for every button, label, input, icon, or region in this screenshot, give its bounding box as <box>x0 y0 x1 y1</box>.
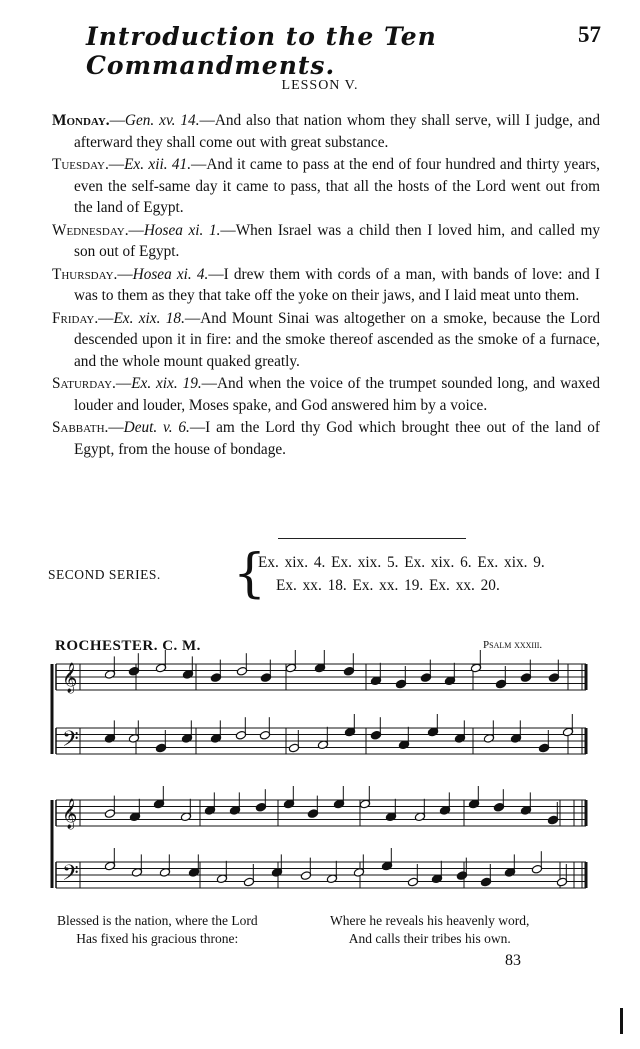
scripture-reference: Ex. xii. 41. <box>124 156 192 173</box>
reading-text: —I drew them with cords of a man, with bands of love: and I was to them as they that take off the yoke on their jaws, and I laid meat unto them. <box>74 265 600 304</box>
scripture-reference: Hosea xi. 1. <box>143 221 221 239</box>
separator: — <box>115 375 132 392</box>
section-divider <box>278 538 466 539</box>
hymn-text <box>0 912 640 956</box>
reading-text: —And it came to pass at the end of four hundred and thirty years, even the self-same day it came to pass, that all the hosts of the Lord went out from the land of Egypt. <box>74 156 600 216</box>
day-label: Saturday. <box>52 375 116 392</box>
daily-readings <box>52 110 600 461</box>
day-label: Tuesday. <box>52 156 109 173</box>
separator: — <box>98 309 114 327</box>
music-score <box>0 650 640 912</box>
lesson-title: LESSON V. <box>281 78 359 93</box>
reading-wednesday <box>52 220 600 263</box>
scripture-reference: Gen. xv. 14. <box>124 112 200 129</box>
day-label: Sabbath. <box>52 419 109 436</box>
tune-title: ROCHESTER. C. M. <box>55 638 201 654</box>
day-label: Friday. <box>52 309 99 327</box>
hymn-line: Has fixed his gracious throne: <box>76 931 239 946</box>
separator: — <box>117 265 133 283</box>
second-series-label: SECOND SERIES. <box>48 567 161 582</box>
treble-clef-icon: 𝄞 <box>62 663 78 693</box>
second-series-references-row1: Ex. xix. 4. Ex. xix. 5. Ex. xix. 6. Ex. xix. 9. <box>258 554 545 571</box>
separator: — <box>108 419 124 436</box>
staff-systems <box>52 664 586 888</box>
treble-clef-icon: 𝄞 <box>62 799 78 829</box>
hymn-verse-right <box>330 912 529 948</box>
separator: — <box>108 156 125 173</box>
reading-text: —And when the voice of the trumpet sounded long, and waxed louder and louder, Moses spake, and God answered him by a voice. <box>74 375 600 414</box>
hymn-line: Where he reveals his heavenly word, <box>330 913 530 928</box>
running-title: Introduction to the Ten Commandments. <box>86 22 437 80</box>
hymn-verse-left <box>57 912 258 948</box>
scripture-reference: Ex. xix. 19. <box>131 375 202 392</box>
scripture-reference: Ex. xix. 18. <box>113 309 185 327</box>
signature-number: 83 <box>505 952 521 969</box>
notes <box>62 650 574 891</box>
second-series-references-row2: Ex. xx. 18. Ex. xx. 19. Ex. xx. 20. <box>276 577 500 594</box>
separator: — <box>128 221 144 239</box>
separator: — <box>109 112 125 129</box>
curly-brace: { <box>233 544 267 604</box>
page-edge-mark <box>620 1008 623 1034</box>
running-header <box>86 22 601 80</box>
reading-text: —When Israel was a child then I loved him, and called my son out of Egypt. <box>74 221 600 260</box>
reading-tuesday <box>52 154 600 219</box>
reading-text: —I am the Lord thy God which brought thee out of the land of Egypt, from the house of bondage. <box>74 419 600 458</box>
scripture-reference: Deut. v. 6. <box>123 419 190 436</box>
bass-clef-icon: 𝄢 <box>62 727 79 757</box>
reading-text: —And also that nation whom they shall serve, will I judge, and afterward they shall come out with great substance. <box>74 112 600 151</box>
reading-monday <box>52 110 600 153</box>
bass-clef-icon: 𝄢 <box>62 861 79 891</box>
day-label: Monday. <box>52 112 110 129</box>
scripture-reference: Hosea xi. 4. <box>132 265 209 283</box>
reading-text: —And Mount Sinai was altogether on a smoke, because the Lord descended upon it in fire: and the smoke thereof ascended as the smoke of a furnace, and the whole mount quaked greatly. <box>74 309 600 370</box>
reading-saturday <box>52 373 600 416</box>
reading-thursday <box>52 264 600 307</box>
psalm-reference: Psalm xxxiii. <box>483 639 543 651</box>
hymn-line: Blessed is the nation, where the Lord <box>57 913 258 928</box>
second-series <box>48 544 608 604</box>
day-label: Wednesday. <box>52 221 129 239</box>
reading-sabbath <box>52 417 600 460</box>
page-number: 57 <box>578 22 601 47</box>
hymn-line: And calls their tribes his own. <box>348 931 511 946</box>
reading-friday <box>52 308 600 373</box>
day-label: Thursday. <box>52 265 118 283</box>
